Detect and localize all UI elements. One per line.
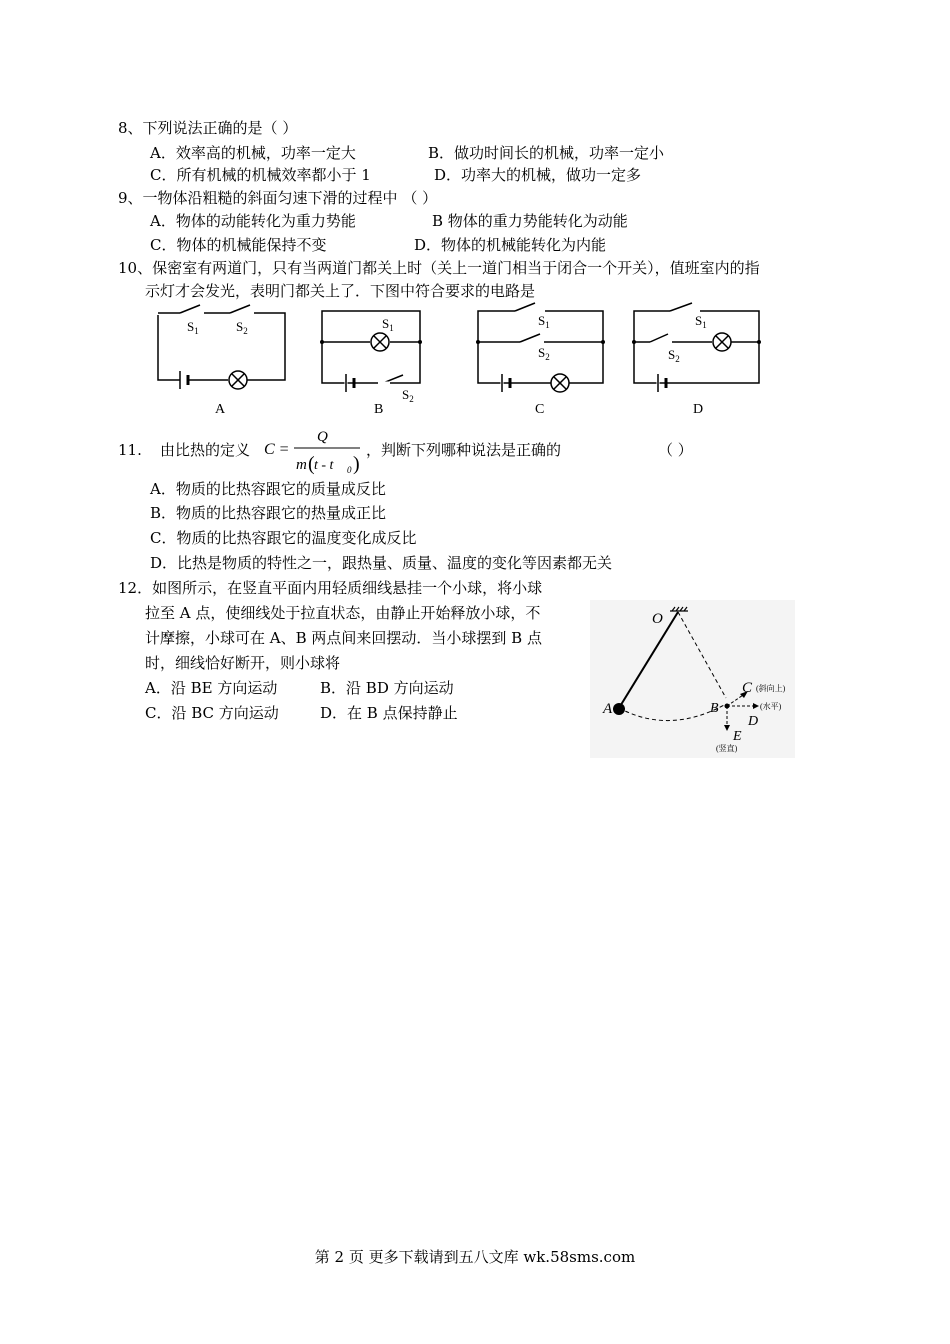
q12-stem-line3: 计摩擦，小球可在 A、B 两点间来回摆动．当小球摆到 B 点 xyxy=(145,629,542,647)
label-d-note: (水平) xyxy=(760,702,782,711)
svg-text:): ) xyxy=(353,453,360,475)
label-o: O xyxy=(652,611,663,627)
circuit-c-s1-label: $S_1$ xyxy=(538,313,550,330)
circuit-label-a: A xyxy=(215,402,226,417)
svg-text:Q: Q xyxy=(317,429,328,445)
label-e-note: (竖直) xyxy=(716,744,738,753)
q11-stem-post: ，判断下列哪种说法是正确的 xyxy=(366,441,562,459)
label-c-note: (斜向上) xyxy=(756,684,786,693)
q8-option-c: C．所有机械的机械效率都小于 1 xyxy=(150,166,371,184)
circuit-c-s2-label: $S_2$ xyxy=(538,345,550,362)
pendulum-figure xyxy=(590,600,795,758)
svg-text:0: 0 xyxy=(347,465,352,475)
circuit-d-s2-label: $S_2$ xyxy=(668,347,680,364)
q8-option-b: B．做功时间长的机械，功率一定小 xyxy=(428,144,665,162)
circuit-b-s2-label: $S_2$ xyxy=(402,387,414,404)
q11-bracket: （ ） xyxy=(658,441,693,459)
q8-option-d: D．功率大的机械，做功一定多 xyxy=(434,166,642,184)
q8-option-a: A．效率高的机械，功率一定大 xyxy=(150,144,356,162)
q12-stem-line2: 拉至 A 点，使细线处于拉直状态，由静止开始释放小球，不 xyxy=(145,604,541,622)
q11-option-c: C．物质的比热容跟它的温度变化成反比 xyxy=(150,529,417,547)
q12-option-d: D．在 B 点保持静止 xyxy=(320,704,458,722)
label-d: D xyxy=(748,714,759,729)
circuit-a-s2-label: $S_2$ xyxy=(236,319,248,336)
svg-text:(: ( xyxy=(308,453,315,475)
svg-text:m: m xyxy=(296,457,307,473)
label-c: C xyxy=(742,680,753,696)
svg-text:t - t: t - t xyxy=(314,458,334,473)
label-a: A xyxy=(603,701,613,717)
q12-option-b: B．沿 BD 方向运动 xyxy=(320,679,454,697)
q11-number: 11. xyxy=(118,441,142,459)
q10-stem-line1: 10、保密室有两道门，只有当两道门都关上时（关上一道门相当于闭合一个开关），值班室内的指 xyxy=(118,259,760,277)
q12-stem-line1: 12．如图所示，在竖直平面内用轻质细线悬挂一个小球，将小球 xyxy=(118,579,543,597)
q10-stem-line2: 示灯才会发光，表明门都关上了．下图中符合要求的电路是 xyxy=(145,282,536,300)
label-b: B xyxy=(710,701,719,716)
svg-text:C =: C = xyxy=(264,441,290,458)
circuit-label-d: D xyxy=(693,402,704,417)
circuit-b-s1-label: $S_1$ xyxy=(382,316,394,333)
circuit-label-c: C xyxy=(535,402,545,417)
q12-option-c: C．沿 BC 方向运动 xyxy=(145,704,279,722)
q9-option-d: D．物体的机械能转化为内能 xyxy=(414,236,607,254)
q11-stem-pre: 由比热的定义 xyxy=(160,441,251,459)
circuit-label-b: B xyxy=(374,402,384,417)
circuit-a xyxy=(158,305,285,389)
q12-option-a: A．沿 BE 方向运动 xyxy=(145,679,278,697)
pendulum-ball xyxy=(613,703,625,715)
circuit-b xyxy=(322,311,420,392)
q9-option-a: A．物体的动能转化为重力势能 xyxy=(150,212,356,230)
q9-option-b: B 物体的重力势能转化为动能 xyxy=(432,212,628,230)
q11-option-a: A．物质的比热容跟它的质量成反比 xyxy=(150,480,386,498)
q9-stem: 9、一物体沿粗糙的斜面匀速下滑的过程中 （ ） xyxy=(118,189,438,207)
q8-stem: 8、下列说法正确的是（ ） xyxy=(118,119,298,137)
page-footer: 第 2 页 更多下载请到五八文库 wk.58sms.com xyxy=(314,1248,636,1266)
q11-formula xyxy=(258,424,368,476)
q11-option-d: D．比热是物质的特性之一，跟热量、质量、温度的变化等因素都无关 xyxy=(150,554,613,572)
q9-option-c: C．物体的机械能保持不变 xyxy=(150,236,327,254)
q10-circuit-diagrams xyxy=(150,295,770,420)
q11-option-b: B．物质的比热容跟它的热量成正比 xyxy=(150,504,387,522)
circuit-d-s1-label: $S_1$ xyxy=(695,313,707,330)
q12-stem-line4: 时，细线恰好断开，则小球将 xyxy=(145,654,341,672)
label-e: E xyxy=(733,729,742,744)
circuit-a-s1-label: $S_1$ xyxy=(187,319,199,336)
